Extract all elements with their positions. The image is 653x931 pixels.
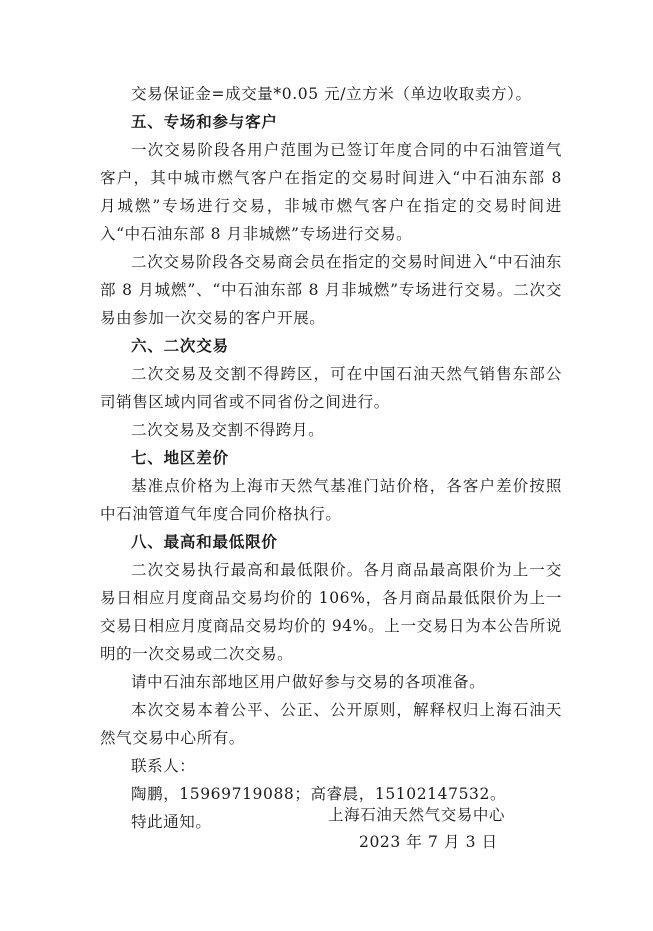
document-body: [100, 80, 562, 836]
paragraph-second-trading-stage: 二次交易阶段各交易商会员在指定的交易时间进入“中石油东部 8 月城燃”、“中石油东部 8 月非城燃”专场进行交易。二次交易由参加一次交易的客户开展。: [100, 253, 562, 327]
paragraph-no-cross-month: 二次交易及交割不得跨月。: [131, 421, 325, 439]
paragraph-closing: 特此通知。: [131, 813, 212, 831]
paragraph-price-limits: 二次交易执行最高和最低限价。各月商品最高限价为上一交易日相应月度商品交易均价的 106%，各月商品最低限价为上一交易日相应月度商品交易均价的 94%。上一交易日为本公告所说明的一次交易或二次交易。: [100, 561, 562, 663]
section-heading-6: 六、二次交易: [131, 337, 229, 355]
paragraph-margin-deposit: 交易保证金=成交量*0.05 元/立方米（单边收取卖方）。: [131, 85, 532, 103]
section-heading-8: 八、最高和最低限价: [131, 533, 278, 551]
paragraph-contact-details: 陶鹏，15969719088；高睿晨，15102147532。: [131, 785, 507, 803]
signature-date: 2023 年 7 月 3 日: [359, 833, 498, 851]
section-heading-7: 七、地区差价: [131, 449, 229, 467]
signature-organization: 上海石油天然气交易中心: [328, 806, 506, 824]
paragraph-contact-label: 联系人：: [131, 757, 196, 775]
section-heading-5: 五、专场和参与客户: [131, 113, 278, 131]
paragraph-first-trading-stage: 一次交易阶段各用户范围为已签订年度合同的中石油管道气客户，其中城市燃气客户在指定的交易时间进入“中石油东部 8 月城燃”专场进行交易，非城市燃气客户在指定的交易时间进入“中石油东部 8 月非城燃”专场进行交易。: [100, 141, 562, 243]
paragraph-principles: 本次交易本着公平、公正、公开原则，解释权归上海石油天然气交易中心所有。: [100, 701, 562, 747]
paragraph-preparation: 请中石油东部地区用户做好参与交易的各项准备。: [131, 673, 486, 691]
paragraph-no-cross-region: 二次交易及交割不得跨区，可在中国石油天然气销售东部公司销售区域内同省或不同省份之间进行。: [100, 365, 562, 411]
paragraph-base-price: 基准点价格为上海市天然气基准门站价格，各客户差价按照中石油管道气年度合同价格执行。: [100, 477, 562, 523]
